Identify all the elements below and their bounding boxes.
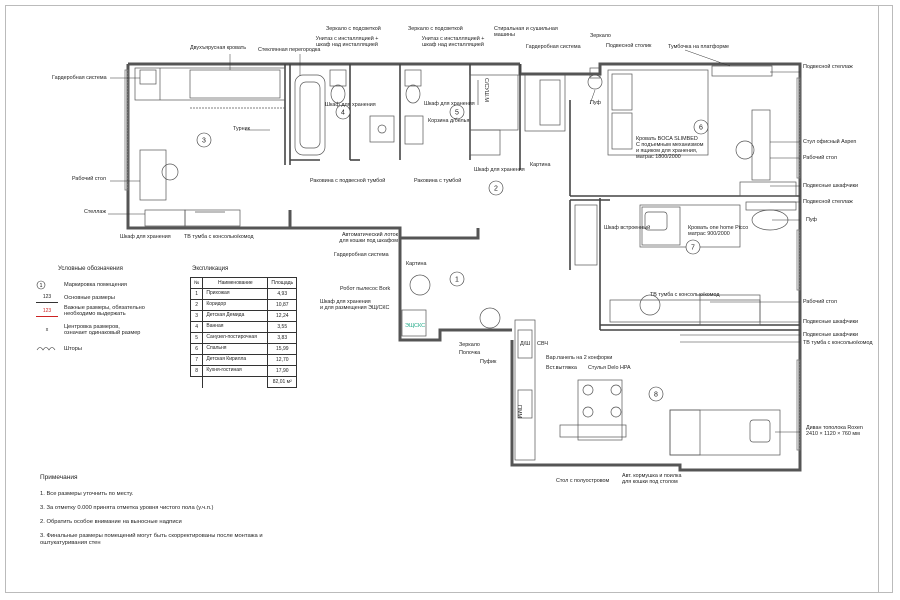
label-picture-1: Картина xyxy=(530,162,551,168)
label-hanging-cabinets-1: Подвесные шкафчики xyxy=(803,183,859,189)
label-cat-feeder: Авт. кормушка и поилка для кошки под столом xyxy=(622,473,682,485)
label-laundry-basket: Корзина д/белья xyxy=(428,118,470,124)
centering-icon: x xyxy=(45,327,49,333)
table-cell-name: Детская Кирилла xyxy=(203,355,268,366)
table-cell-num: 7 xyxy=(191,355,203,366)
label-storage-cabinet-1: Шкаф для хранения xyxy=(120,234,171,240)
label-shelf: Полочка xyxy=(459,350,481,356)
label-mirror-light-1: Зеркало с подсветкой xyxy=(326,26,381,32)
label-sink-cabinet-2: Раковина с тумбой xyxy=(414,178,462,184)
table-cell-num: 5 xyxy=(191,333,203,344)
important-dimension-icon: 123 xyxy=(36,306,58,317)
table-row xyxy=(191,366,297,377)
label-sink-cabinet-1: Раковина с подвесной тумбой xyxy=(310,178,386,184)
explication-total: 82,01 м² xyxy=(268,377,297,388)
table-cell-num: 2 xyxy=(191,300,203,311)
table-cell-area: 10,87 xyxy=(268,300,297,311)
label-hanging-shelf-2: Подвесной стеллаж xyxy=(803,199,853,205)
table-cell-name: Прихожая xyxy=(203,289,268,300)
room-marker-icon xyxy=(36,280,58,290)
label-washer-dryer: Стиральная и сушильная машины xyxy=(494,26,558,38)
table-cell-num: 1 xyxy=(191,289,203,300)
table-cell-num: 6 xyxy=(191,344,203,355)
table-cell-num: 4 xyxy=(191,322,203,333)
table-row xyxy=(191,355,297,366)
label-mirror-1: Зеркало xyxy=(590,33,611,39)
label-horizontal-bar: Турник xyxy=(233,126,250,132)
explication-header-name: Наименование xyxy=(203,278,268,289)
label-wardrobe-system-3: Гардеробная система xyxy=(334,252,389,258)
label-tv-stand-2: ТВ тумба с консолью/комод xyxy=(650,292,720,298)
label-wardrobe-system-2: Гардеробная система xyxy=(526,44,581,50)
table-cell-name: Коридор xyxy=(203,300,268,311)
legend-text-1: Основные размеры xyxy=(64,294,115,301)
room-marker-icon-text: 1 xyxy=(39,283,43,289)
sushm-label: С/СУШ.М xyxy=(483,78,489,102)
label-hood: Вст.вытяжка xyxy=(546,365,577,371)
label-bunk-bed: Двухъярусная кровать xyxy=(190,45,247,51)
label-pouf-3: Пуфик xyxy=(480,359,497,365)
room-3-number: 3 xyxy=(202,137,206,145)
room-1-number: 1 xyxy=(455,276,459,284)
label-toilet-install-2: Унитаз с инсталляцией + шкаф над инсталляцией xyxy=(421,36,485,48)
label-desk-2: Рабочий стол xyxy=(803,155,837,161)
table-cell-area: 3,55 xyxy=(268,322,297,333)
label-chairs-delo: Стулья Delo HPA xyxy=(588,365,631,371)
legend-item-room-marker xyxy=(36,280,127,290)
room-8-number: 8 xyxy=(654,391,658,399)
label-rack: Стеллаж xyxy=(84,209,107,215)
table-cell-name: Ванная xyxy=(203,322,268,333)
esh-label: ЭЩ xyxy=(405,323,415,329)
table-cell-area: 17,90 xyxy=(268,366,297,377)
table-cell-name: Санузел-постирочная xyxy=(203,333,268,344)
table-cell-name: Спальня xyxy=(203,344,268,355)
label-mirror-2: Зеркало xyxy=(459,342,480,348)
label-storage-esh: Шкаф для хранения и для размещения ЭЩ/СКС xyxy=(320,299,390,311)
label-glass-partition: Стеклянная перегородка xyxy=(258,47,321,53)
legend-title: Условные обозначения xyxy=(58,266,123,272)
legend-text-4: Шторы xyxy=(64,346,82,352)
room-2-number: 2 xyxy=(494,185,498,193)
table-cell-num: 3 xyxy=(191,311,203,322)
note-1: 1. Все размеры уточнить по месту. xyxy=(40,491,134,497)
label-toilet-install-1: Унитаз с инсталляцией + шкаф над инсталляцией xyxy=(315,36,379,48)
curtain-icon xyxy=(36,344,58,354)
legend-text-3: Центровка размеров, означает одинаковый размер xyxy=(64,324,141,336)
room-4-number: 4 xyxy=(341,109,345,117)
table-cell-area: 12,70 xyxy=(268,355,297,366)
svch-label: СВЧ xyxy=(537,341,549,347)
explication-table xyxy=(190,277,297,388)
label-auto-tray: Автоматический лоток для кошки под шкафом xyxy=(339,232,398,244)
table-row xyxy=(191,300,297,311)
note-2: 3. За отметку 0.000 принята отметка уровня чистого пола (у.ч.п.) xyxy=(40,505,214,511)
label-bed-picco: Кровать one home Picco матрас 900/2000 xyxy=(688,225,749,237)
room-7-number: 7 xyxy=(691,244,695,252)
label-hanging-cabinets-2: Подвесные шкафчики xyxy=(803,319,859,325)
table-row xyxy=(191,289,297,300)
label-storage-cabinet-2: Шкаф для хранения xyxy=(325,102,376,108)
legend-item-centering xyxy=(36,324,140,336)
table-cell-area: 3,83 xyxy=(268,333,297,344)
label-chair-aspen: Стул офисный Aspen xyxy=(803,139,857,145)
explication-title: Экспликация xyxy=(192,266,229,272)
label-wardrobe-system-1: Гардеробная система xyxy=(52,75,107,81)
label-bed-boca: Кровать BOCA SLIMBED С подъемным механизмом и ящиком для хранения, матрас 1800/2000 xyxy=(636,136,704,160)
table-cell-num: 8 xyxy=(191,366,203,377)
appliance-labels xyxy=(405,78,551,419)
explication-header-area: Площадь xyxy=(268,278,297,289)
label-hanging-shelf-1: Подвесной стеллаж xyxy=(803,64,853,70)
label-pouf-1: Пуф xyxy=(590,100,601,106)
room-5-number: 5 xyxy=(455,109,459,117)
label-hanging-table: Подвесной столик xyxy=(606,43,652,49)
legend-item-curtains xyxy=(36,344,82,354)
table-total-row xyxy=(191,377,297,388)
label-mirror-light-2: Зеркало с подсветкой xyxy=(408,26,463,32)
label-table-semicircle: Стол с полуостровом xyxy=(556,478,610,484)
label-pouf-2: Пуф xyxy=(806,217,817,223)
label-robot-vacuum: Робот пылесос Bork xyxy=(340,286,391,292)
table-cell-area: 12,24 xyxy=(268,311,297,322)
legend-item-important-dims xyxy=(36,305,145,317)
label-storage-cabinet-3: Шкаф для хранения xyxy=(424,101,475,107)
explication-header-num: № xyxy=(191,278,203,289)
table-cell-name: Детская Демида xyxy=(203,311,268,322)
legend-text-0: Маркировка помещения xyxy=(64,282,127,288)
label-hanging-cabinets-3: Подвесные шкафчики xyxy=(803,332,859,338)
label-hob: Вар.панель на 2 конфорки xyxy=(546,355,613,361)
label-builtin-wardrobe: Шкаф встроенный xyxy=(604,225,651,231)
table-cell-name: Кухня-гостиная xyxy=(203,366,268,377)
label-storage-cabinet-4: Шкаф для хранения xyxy=(474,167,525,173)
label-platform-nightstand: Тумбочка на платформе xyxy=(668,44,730,50)
explication-header-row xyxy=(191,278,297,289)
note-3: 2. Обратить особое внимание на выносные надписи xyxy=(40,519,182,525)
table-row xyxy=(191,311,297,322)
pmm-label: ПММ xyxy=(516,405,522,419)
label-sofa-roxen: Диван тополока Roxen 2410 × 1120 × 760 мм xyxy=(806,425,863,437)
label-tv-stand-3: ТВ тумба с консолью/комод xyxy=(803,340,873,346)
dsh-label: Д/Ш xyxy=(520,341,531,347)
label-desk-1: Рабочий стол xyxy=(72,176,106,182)
table-row xyxy=(191,344,297,355)
label-desk-3: Рабочий стол xyxy=(803,299,837,305)
table-row xyxy=(191,333,297,344)
notes-title: Примечания xyxy=(40,474,78,481)
label-tv-stand-1: ТВ тумба с консолью/комод xyxy=(184,234,254,240)
table-cell-area: 4,93 xyxy=(268,289,297,300)
table-cell-area: 15,99 xyxy=(268,344,297,355)
legend-item-main-dims xyxy=(36,292,115,303)
room-6-number: 6 xyxy=(699,124,703,132)
main-dimension-icon: 123 xyxy=(36,292,58,303)
legend-text-2: Важные размеры, обязательно необходимо выдержать xyxy=(64,305,145,317)
label-picture-2: Картина xyxy=(406,261,427,267)
sks-label: СКС xyxy=(414,323,426,329)
table-row xyxy=(191,322,297,333)
note-4: 3. Финальные размеры помещений могут быть скорректированы после монтажа и оштукатуривания стен xyxy=(40,533,263,546)
